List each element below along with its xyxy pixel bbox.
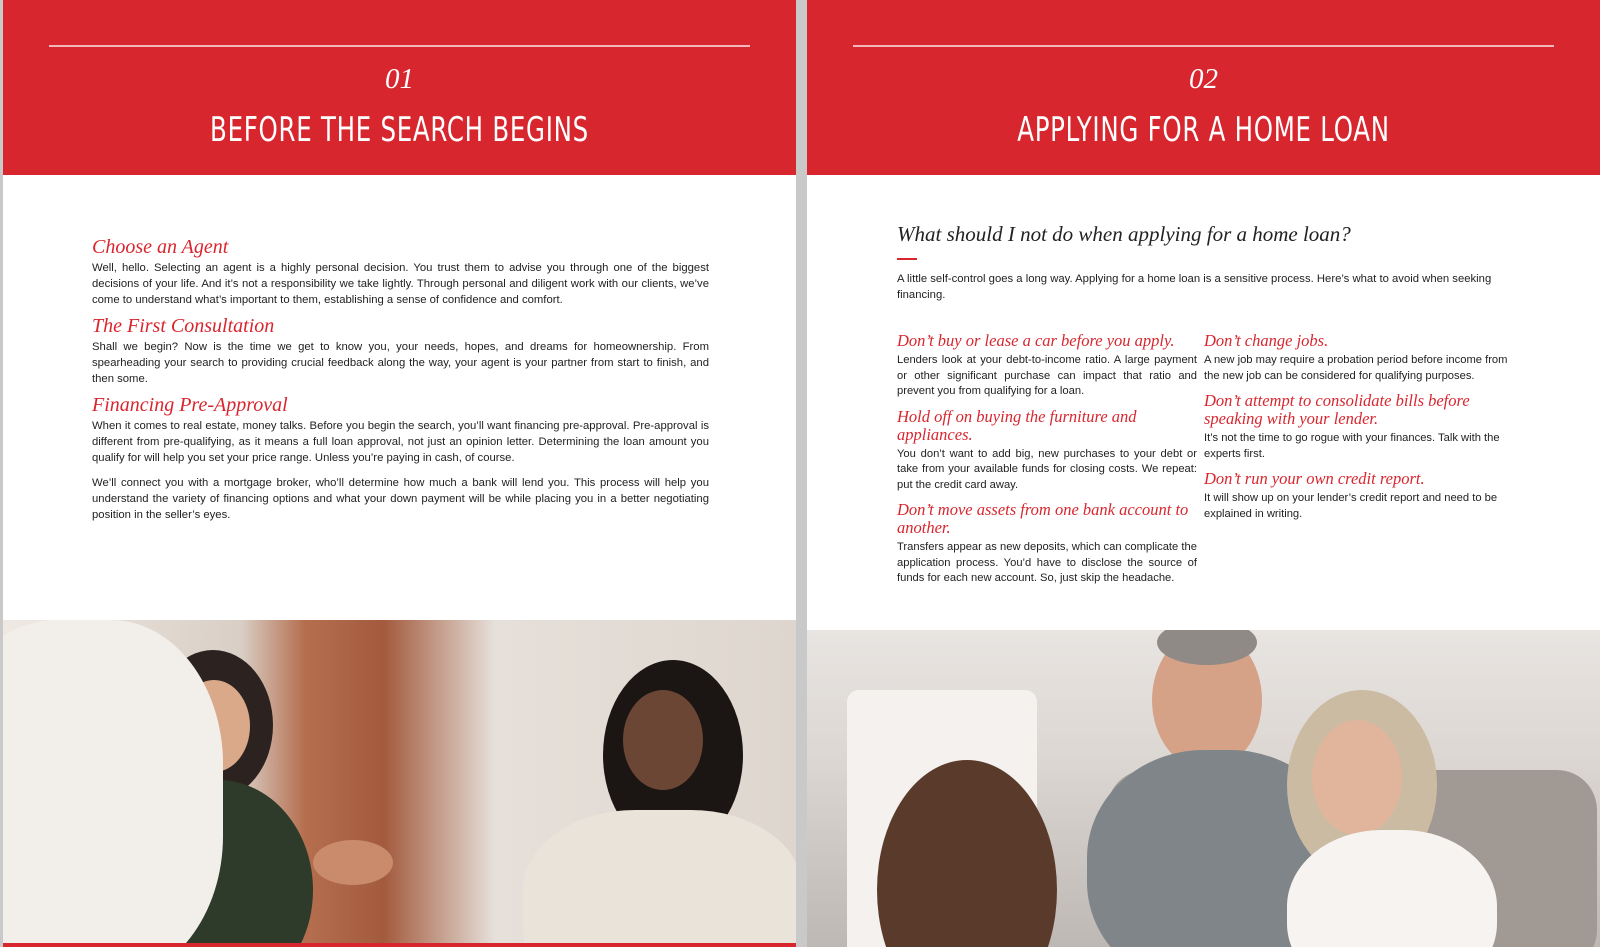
tip-body: Lenders look at your debt-to-income ratio. A large payment or other significant purchase can impact that ratio and prevent you from qualifying for a loan. [897,354,1197,397]
section-title: BEFORE THE SEARCH BEGINS [210,110,589,150]
title-accent-dash [897,258,917,260]
page1-content [92,236,709,530]
couple-consultation-photo [807,630,1600,947]
hands-shape [313,840,393,885]
page-applying-home-loan [807,0,1600,947]
tip-heading: Don’t move assets from one bank account to another. [897,500,1189,537]
tips-column-left [897,332,1197,595]
tip-item [897,332,1197,400]
banner-divider [49,45,750,47]
section-heading: Financing Pre-Approval [92,394,288,416]
tip-body: You don’t want to add big, new purchases to your debt or take from your available funds for closing costs. We repeat: put the credit card away. [897,447,1197,491]
page2-intro: A little self-control goes a long way. Applying for a home loan is a sensitive process. Here’s what to avoid when seeking financing. [897,273,1492,301]
tip-item [897,501,1197,587]
jacket-shape [523,810,796,947]
banner-divider [853,45,1554,47]
tip-heading: Don’t change jobs. [1204,331,1329,350]
section-first-consultation [92,315,709,387]
sleeve-shape [3,620,223,947]
page-before-the-search [3,0,796,947]
tip-item [1204,332,1509,384]
section-title: APPLYING FOR A HOME LOAN [1017,110,1390,150]
page-bottom-bar [3,943,796,947]
tip-item [1204,392,1509,462]
section-banner [807,0,1600,175]
handshake-photo [3,620,796,947]
tip-body: It’s not the time to go rogue with your finances. Talk with the experts first. [1204,432,1500,460]
section-number: 02 [1189,63,1218,95]
section-paragraph: Well, hello. Selecting an agent is a highly personal decision. You trust them to advise you through one of the biggest decisions of your life. And it’s not a responsibility we take lightly. Through personal and diligent work with our clients, we’ve come to understand what’s important to them, establishing a sense of confidence and comfort. [92,262,709,306]
tip-heading: Hold off on buying the furniture and appliances. [897,406,1137,444]
tip-item [1204,470,1509,522]
tip-item [897,408,1197,494]
face-shape [623,690,703,790]
page2-question-title: What should I not do when applying for a home loan? [897,222,1351,246]
section-banner [3,0,796,175]
section-heading: Choose an Agent [92,236,229,258]
tips-column-right [1204,332,1509,530]
section-financing-preapproval [92,394,709,523]
section-paragraph: Shall we begin? Now is the time we get to know you, your needs, hopes, and dreams for homeownership. From spearheading your search to providing crucial feedback along the way, your agent is your partner from start to finish, and then some. [92,341,709,385]
tip-heading: Don’t buy or lease a car before you apply. [897,331,1175,350]
tip-body: A new job may require a probation period before income from the new job can be considered for qualifying purposes. [1204,354,1508,382]
tip-heading: Don’t run your own credit report. [1204,469,1425,488]
tip-heading: Don’t attempt to consolidate bills before speaking with your lender. [1204,391,1470,428]
tip-body: It will show up on your lender’s credit report and need to be explained in writing. [1204,492,1498,520]
tip-body: Transfers appear as new deposits, which can complicate the application process. You’d have to disclose the source of funds for each new account. So, just skip the headache. [897,541,1197,584]
section-number: 01 [385,63,414,95]
face-shape [1312,720,1402,835]
section-choose-agent [92,236,709,308]
section-heading: The First Consultation [92,315,275,337]
section-paragraph: When it comes to real estate, money talks. Before you begin the search, you’ll want financing pre-approval. Pre-approval is different from pre-qualifying, as it means a full loan approval, not just an opinion letter. Determining the loan amount you qualify for will help you set your price range. Unless you’re paying in cash, of course. [92,420,709,464]
section-paragraph: We’ll connect you with a mortgage broker, who’ll determine how much a bank will lend you. This process will help you understand the variety of financing options and what your down payment will be while placing you in a better negotiating position in the seller’s eyes. [92,477,709,521]
